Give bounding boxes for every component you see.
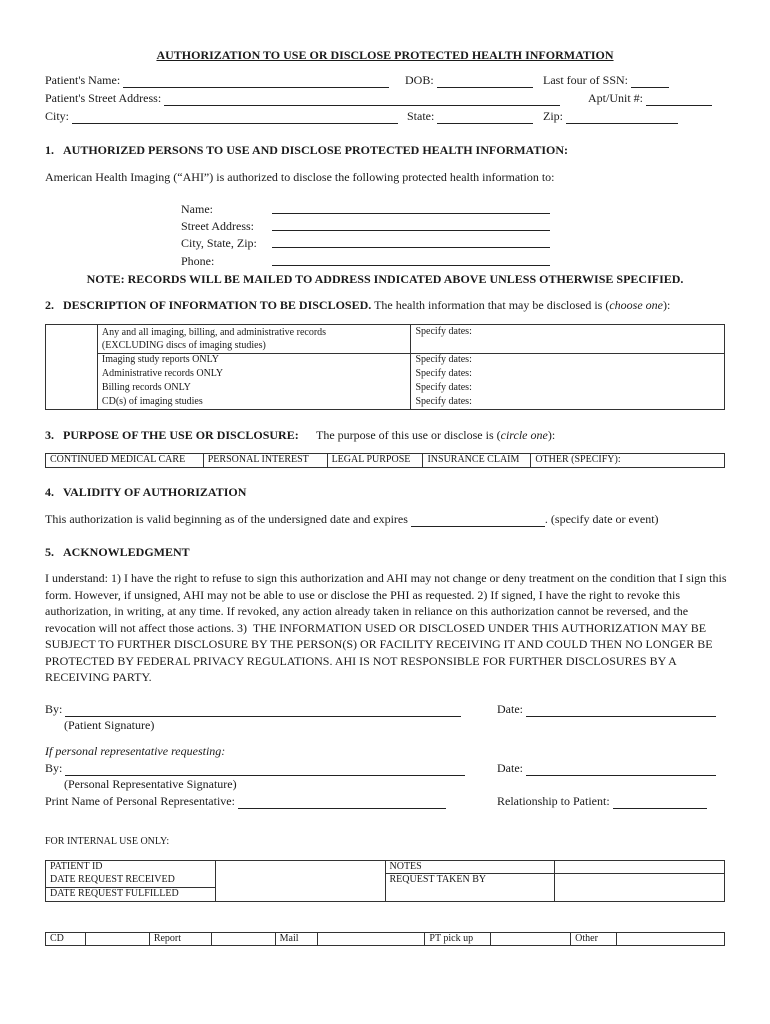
purpose-option-other[interactable]: OTHER (SPECIFY):	[531, 454, 725, 468]
page-title: AUTHORIZATION TO USE OR DISCLOSE PROTECTED HEALTH INFORMATION	[156, 48, 614, 62]
patient-name-label: Patient's Name:	[45, 73, 121, 87]
section2-close: ):	[663, 298, 671, 312]
section1-heading: 1. AUTHORIZED PERSONS TO USE AND DISCLOSE PROTECTED HEALTH INFORMATION:	[45, 143, 568, 157]
relationship-row	[497, 794, 707, 809]
section3-prompt	[316, 428, 555, 443]
print-name-label: Print Name of Personal Representative:	[45, 794, 235, 808]
dates-cell[interactable]: Specify dates:	[411, 354, 725, 368]
print-name-field[interactable]	[238, 797, 446, 809]
validity-text: This authorization is valid beginning as of the undersigned date and expires	[45, 512, 408, 526]
internal-table	[45, 860, 725, 902]
rep-requesting-label: If personal representative requesting:	[45, 744, 226, 758]
purpose-table	[45, 453, 725, 468]
ssn-field[interactable]	[631, 76, 669, 88]
state-label: State:	[407, 109, 435, 123]
table-row	[46, 354, 725, 368]
apt-label: Apt/Unit #:	[588, 91, 644, 105]
checkbox-cell[interactable]	[46, 368, 98, 382]
section1-intro: American Health Imaging (“AHI”) is authorized to disclose the following protected health information to:	[45, 170, 555, 184]
dob-row	[405, 73, 533, 88]
patient-signature-row	[45, 702, 461, 717]
dates-cell[interactable]: Specify dates:	[411, 368, 725, 382]
date-received-label: DATE REQUEST RECEIVED	[46, 874, 216, 888]
by-label: By:	[45, 761, 63, 775]
recipient-city-label: City, State, Zip:	[181, 236, 257, 250]
section3-circle: circle one	[500, 428, 548, 442]
info-type-cell: CD(s) of imaging studies	[97, 396, 411, 410]
acknowledgment-paragraph: I understand: 1) I have the right to refuse to sign this authorization and AHI may not change or deny treatment on the condition that I sign this form. However, if unsigned, AHI may not be able to use or disclose the PHI as requested. 2) If signed, I have the right to revoke this authorization, in writing, at any time. If revoked, any action already taken in reliance on this authorization cannot be reversed, and the revocation will not affect those actions. 3) THE INFORMATION USED OR DISCLOSED UNDER THIS AUTHORIZATION MAY BE SUBJECT TO FURTHER DISCLOSURE BY THE PERSON(S) OR FACILITY RECEIVING IT AND COULD THEN NO LONGER BE PROTECTED BY FEDERAL PRIVACY REGULATIONS. AHI IS NOT RESPONSIBLE FOR FURTHER DISCLOSURES BY A RECEIVING PARTY.	[45, 571, 727, 684]
state-row	[407, 109, 533, 124]
patient-signature-field[interactable]	[65, 705, 461, 717]
apt-row	[588, 91, 712, 106]
method-report-label: Report	[149, 933, 211, 946]
zip-label: Zip:	[543, 109, 563, 123]
recipient-name-field[interactable]	[272, 202, 550, 214]
mail-note: NOTE: RECORDS WILL BE MAILED TO ADDRESS INDICATED ABOVE UNLESS OTHERWISE SPECIFIED.	[86, 272, 684, 286]
table-row	[46, 396, 725, 410]
patient-id-value[interactable]	[215, 861, 385, 902]
checkbox-cell[interactable]	[46, 382, 98, 396]
recipient-phone-field[interactable]	[272, 254, 550, 266]
patient-name-row	[45, 73, 389, 88]
patient-date-row	[497, 702, 716, 717]
delivery-method-table	[45, 932, 725, 946]
table-row	[46, 325, 725, 354]
fulfilled-spacer[interactable]	[385, 888, 555, 902]
taken-by-value[interactable]	[555, 874, 725, 888]
rep-signature-field[interactable]	[65, 764, 465, 776]
dates-cell[interactable]: Specify dates:	[411, 325, 725, 354]
rep-signature-caption: (Personal Representative Signature)	[64, 777, 237, 791]
info-type-cell: Billing records ONLY	[97, 382, 411, 396]
dob-field[interactable]	[437, 76, 533, 88]
street-label: Patient's Street Address:	[45, 91, 162, 105]
checkbox-cell[interactable]	[46, 396, 98, 410]
method-other-label: Other	[571, 933, 617, 946]
section2-header	[45, 298, 670, 313]
street-row	[45, 91, 560, 106]
city-label: City:	[45, 109, 70, 123]
street-field[interactable]	[164, 94, 560, 106]
recipient-street-label: Street Address:	[181, 219, 254, 233]
zip-row	[543, 109, 678, 124]
method-pickup-label: PT pick up	[425, 933, 491, 946]
date-fulfilled-label: DATE REQUEST FULFILLED	[46, 888, 216, 902]
validity-row	[45, 512, 659, 527]
info-type-table	[45, 324, 725, 410]
section4-heading: 4. VALIDITY OF AUTHORIZATION	[45, 485, 247, 499]
date-label: Date:	[497, 702, 523, 716]
notes-label: NOTES	[385, 861, 555, 874]
patient-name-field[interactable]	[123, 76, 389, 88]
taken-by-label: REQUEST TAKEN BY	[385, 874, 555, 888]
rep-signature-row	[45, 761, 465, 776]
notes-value[interactable]	[555, 861, 725, 874]
section2-heading: 2. DESCRIPTION OF INFORMATION TO BE DISCLOSED.	[45, 298, 372, 312]
method-other-box[interactable]	[617, 933, 725, 946]
section3-heading: 3. PURPOSE OF THE USE OR DISCLOSURE:	[45, 428, 299, 442]
state-field[interactable]	[437, 112, 533, 124]
method-report-box[interactable]	[211, 933, 275, 946]
internal-use-heading: FOR INTERNAL USE ONLY:	[45, 836, 170, 847]
method-mail-label: Mail	[275, 933, 317, 946]
print-name-row	[45, 794, 446, 809]
table-row	[46, 454, 725, 468]
expiry-field[interactable]	[411, 515, 545, 527]
zip-field[interactable]	[566, 112, 678, 124]
table-row	[46, 888, 725, 902]
info-type-cell: Administrative records ONLY	[97, 368, 411, 382]
table-row	[46, 382, 725, 396]
section2-choose: choose one	[609, 298, 664, 312]
method-mail-box[interactable]	[317, 933, 425, 946]
section3-text: The purpose of this use or disclose is (	[316, 428, 501, 442]
recipient-phone-label: Phone:	[181, 254, 215, 268]
date-label: Date:	[497, 761, 523, 775]
fulfilled-value[interactable]	[555, 888, 725, 902]
city-row	[45, 109, 398, 124]
patient-id-label: PATIENT ID	[46, 861, 216, 874]
method-cd-label: CD	[46, 933, 86, 946]
relationship-label: Relationship to Patient:	[497, 794, 610, 808]
dates-cell[interactable]: Specify dates:	[411, 382, 725, 396]
validity-suffix: . (specify date or event)	[544, 512, 659, 526]
section3-close: ):	[547, 428, 556, 442]
patient-date-field[interactable]	[526, 705, 716, 717]
ssn-label: Last four of SSN:	[543, 73, 628, 87]
section5-heading: 5. ACKNOWLEDGMENT	[45, 545, 190, 559]
table-row	[46, 861, 725, 874]
dob-label: DOB:	[405, 73, 434, 87]
recipient-city-field[interactable]	[272, 236, 550, 248]
purpose-option-insurance[interactable]: INSURANCE CLAIM	[423, 454, 531, 468]
info-type-cell: Any and all imaging, billing, and administrative records (EXCLUDING discs of imaging studies)	[97, 325, 411, 354]
section2-text: The health information that may be disclosed is (	[374, 298, 610, 312]
purpose-option-legal[interactable]: LEGAL PURPOSE	[327, 454, 423, 468]
table-row	[46, 933, 725, 946]
info-type-cell: Imaging study reports ONLY	[97, 354, 411, 368]
checkbox-cell[interactable]	[46, 325, 98, 354]
dates-cell[interactable]: Specify dates:	[411, 396, 725, 410]
recipient-name-label: Name:	[181, 202, 213, 216]
recipient-street-field[interactable]	[272, 219, 550, 231]
apt-field[interactable]	[646, 94, 712, 106]
purpose-option-personal[interactable]: PERSONAL INTEREST	[203, 454, 327, 468]
relationship-field[interactable]	[613, 797, 707, 809]
purpose-option-medical[interactable]: CONTINUED MEDICAL CARE	[46, 454, 204, 468]
rep-date-row	[497, 761, 716, 776]
ssn-row	[543, 73, 669, 88]
table-row	[46, 368, 725, 382]
table-row	[46, 874, 725, 888]
method-pickup-box[interactable]	[491, 933, 571, 946]
checkbox-cell[interactable]	[46, 354, 98, 368]
rep-date-field[interactable]	[526, 764, 716, 776]
by-label: By:	[45, 702, 63, 716]
city-field[interactable]	[72, 112, 398, 124]
patient-signature-caption: (Patient Signature)	[64, 718, 155, 732]
method-cd-box[interactable]	[85, 933, 149, 946]
